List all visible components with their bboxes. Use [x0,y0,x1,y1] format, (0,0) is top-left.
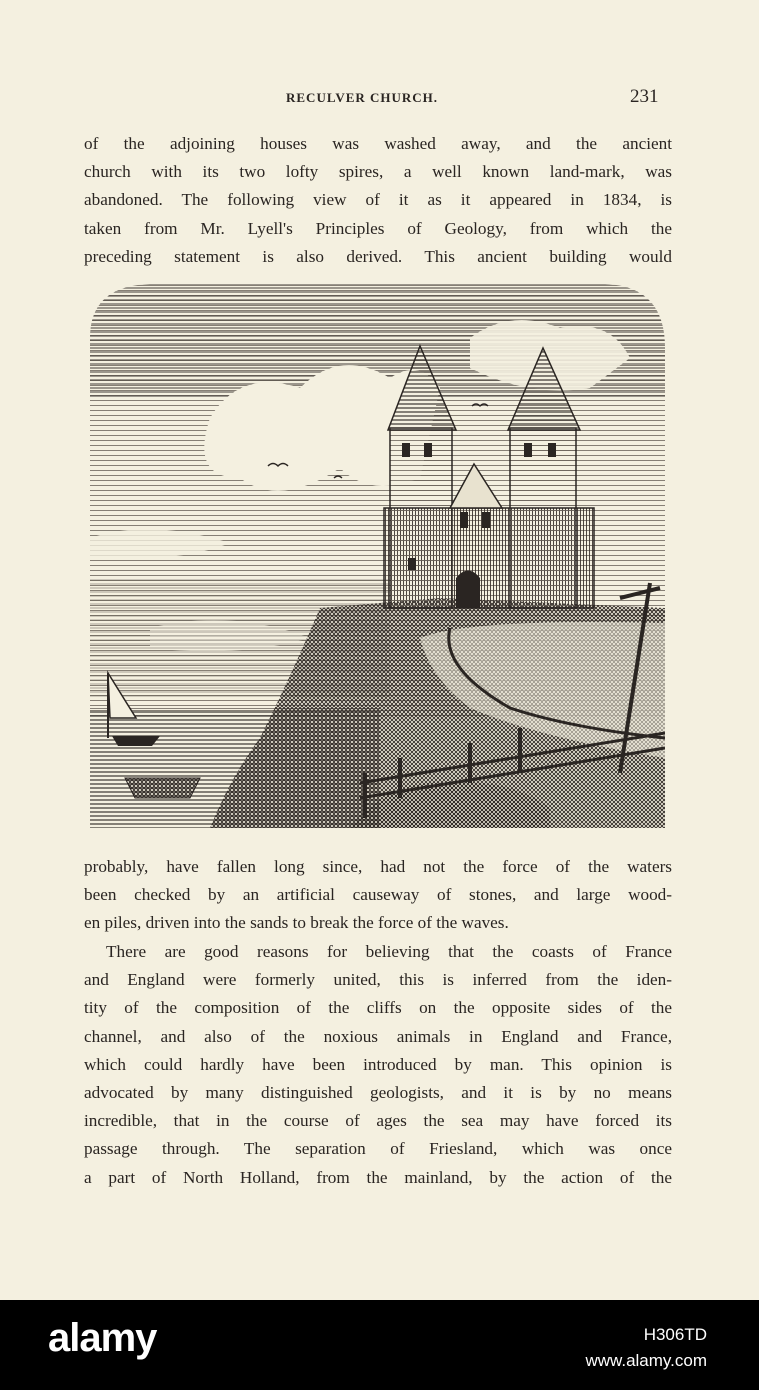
stock-banner [0,1300,759,1390]
text-line: passage through. The separation of Friesland, which was once [84,1139,672,1159]
text-line: been checked by an artificial causeway of stones, and large wood- [84,885,672,905]
text-line: preceding statement is also derived. This ancient building would [84,246,672,266]
image-id-text: H306TD [643,1325,707,1344]
paragraph-2 [84,938,672,1192]
text-line: which could hardly have been introduced by man. This opinion is [84,1054,672,1074]
text-line: and England were formerly united, this is inferred from the iden- [84,970,672,990]
text-line: advocated by many distinguished geologists, and it is by no means [84,1082,672,1102]
text-line: abandoned. The following view of it as it appeared in 1834, is [84,190,672,210]
brand-logo: alamy [48,1316,157,1360]
text-line: tity of the composition of the cliffs on the opposite sides of the [84,998,672,1018]
text-line: en piles, driven into the sands to break the force of the waves. [84,913,509,933]
text-line: There are good reasons for believing that the coasts of France [106,942,672,961]
text-line: incredible, that in the course of ages the sea may have forced its [84,1111,672,1131]
image-info [585,1322,707,1374]
site-url: www.alamy.com [585,1351,707,1370]
paragraph-top [84,130,672,271]
text-line: probably, have fallen long since, had not the force of the waters [84,857,672,876]
paragraph-bottom [84,853,672,938]
text-line: of the adjoining houses was washed away, and the ancient [84,134,672,153]
running-head [0,88,759,112]
text-line: channel, and also of the noxious animals in England and France, [84,1026,672,1046]
text-line: a part of North Holland, from the mainland, by the action of the [84,1167,672,1187]
page-number: 231 [630,86,659,107]
text-line: church with its two lofty spires, a well known land-mark, was [84,162,672,182]
text-line: taken from Mr. Lyell's Principles of Geology, from which the [84,218,672,238]
reculver-church-engraving [90,278,665,838]
running-title: RECULVER CHURCH. [286,90,439,105]
